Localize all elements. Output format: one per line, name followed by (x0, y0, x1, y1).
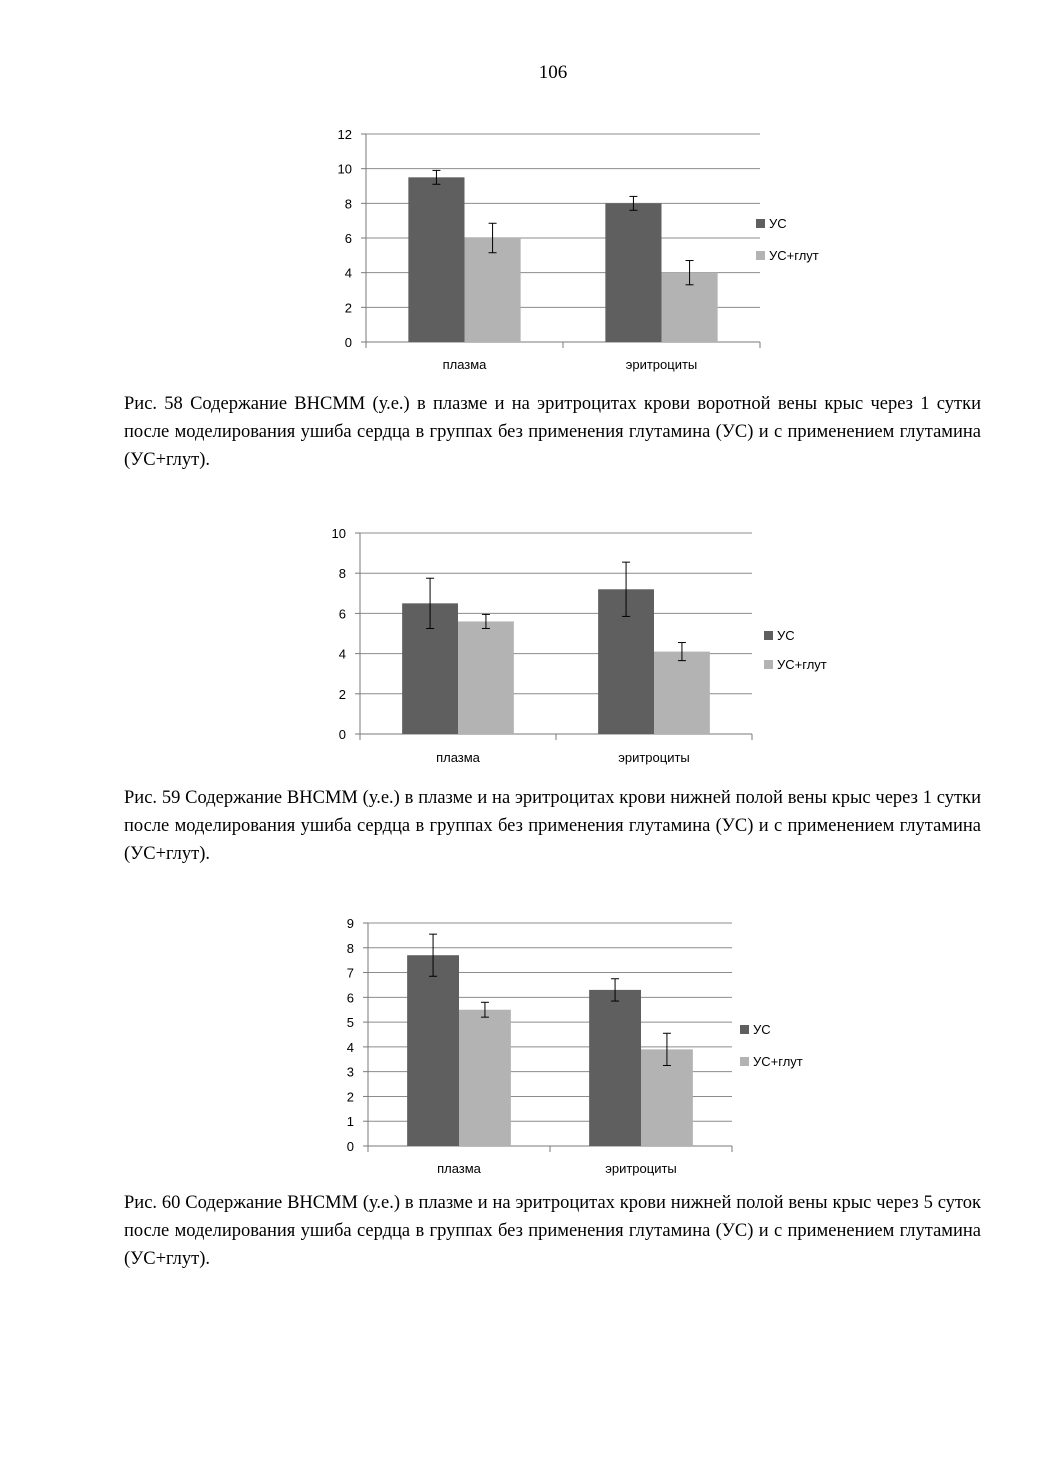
y-tick-label: 0 (338, 727, 346, 742)
y-tick-label: 8 (338, 566, 346, 582)
y-tick-label: 4 (344, 265, 352, 281)
bar (459, 1010, 511, 1146)
y-tick-label: 1 (346, 1114, 354, 1130)
category-label: эритроциты (625, 357, 698, 372)
legend-label: УС+глут (777, 657, 827, 672)
category-label: плазма (442, 357, 487, 372)
caption-fig-59: Рис. 59 Содержание ВНСММ (у.е.) в плазме и на эритроцитах крови нижней полой вены крыс через 1 сутки после моделирования ушиба сердца в группах без применения глутамина (УС) и с применением глутамина (УС+глут). (124, 788, 981, 864)
y-tick-label: 10 (337, 161, 352, 177)
page-number: 106 (538, 62, 568, 83)
caption-fig-60: Рис. 60 Содержание ВНСММ (у.е.) в плазме и на эритроцитах крови нижней полой вены крыс через 5 суток после моделирования ушиба сердца в группах без применения глутамина (УС) и с применением глутамина (УС+глут). (124, 1193, 981, 1269)
chart-3 (0, 910, 1040, 1180)
bar (589, 990, 641, 1146)
y-tick-label: 8 (344, 196, 352, 212)
legend-label: УС+глут (769, 248, 819, 263)
legend-label: УС (753, 1022, 771, 1037)
category-label: плазма (436, 750, 480, 765)
chart-1 (0, 120, 1040, 380)
legend-swatch (756, 251, 765, 260)
y-tick-label: 6 (338, 606, 346, 622)
chart-2 (0, 520, 1040, 775)
y-tick-label: 2 (338, 686, 346, 702)
legend-swatch (764, 660, 773, 669)
y-tick-label: 4 (346, 1039, 354, 1055)
y-tick-label: 2 (344, 300, 352, 316)
y-tick-label: 0 (344, 335, 352, 350)
bar (654, 652, 710, 734)
legend-swatch (756, 219, 765, 228)
legend-label: УС (769, 216, 787, 231)
y-tick-label: 9 (346, 916, 354, 931)
legend-label: УС (777, 628, 795, 643)
bar (465, 238, 521, 342)
bar (408, 177, 464, 342)
y-tick-label: 0 (346, 1139, 354, 1154)
y-tick-label: 12 (337, 127, 352, 142)
category-label: эритроциты (618, 750, 690, 765)
y-tick-label: 7 (346, 965, 354, 981)
bar (407, 955, 459, 1146)
y-tick-label: 4 (338, 646, 346, 662)
category-label: эритроциты (605, 1161, 677, 1176)
y-tick-label: 3 (346, 1064, 354, 1080)
y-tick-label: 2 (346, 1089, 354, 1105)
bar (605, 203, 661, 342)
legend-label: УС+глут (753, 1054, 803, 1069)
legend-swatch (764, 631, 773, 640)
y-tick-label: 5 (346, 1015, 354, 1031)
y-tick-label: 6 (346, 990, 354, 1006)
bar (458, 621, 514, 734)
caption-fig-58: Рис. 58 Содержание ВНСММ (у.е.) в плазме и на эритроцитах крови воротной вены крыс через 1 сутки после моделирования ушиба сердца в группах без применения глутамина (УС) и с применением глутамина (УС+глут). (124, 394, 981, 470)
legend-swatch (740, 1025, 749, 1034)
y-tick-label: 6 (344, 231, 352, 246)
category-label: плазма (437, 1161, 481, 1176)
y-tick-label: 10 (331, 526, 346, 541)
y-tick-label: 8 (346, 940, 354, 956)
legend-swatch (740, 1057, 749, 1066)
